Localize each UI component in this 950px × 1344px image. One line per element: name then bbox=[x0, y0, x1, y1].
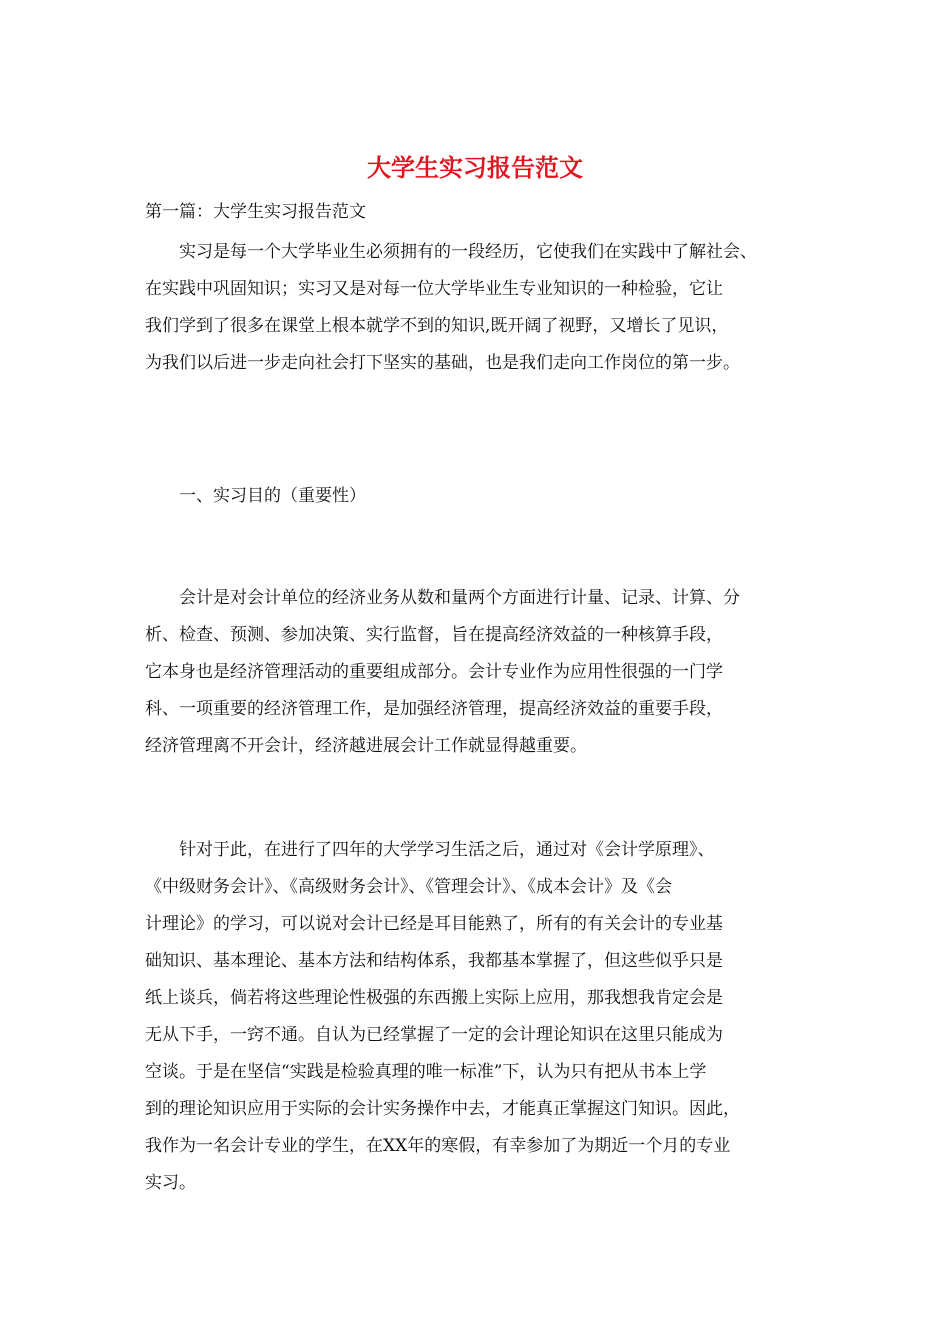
text-line: 空谈。于是在坚信“实践是检验真理的唯一标准”下，认为只有把从书本上学 bbox=[145, 1062, 707, 1082]
text-line: 实习是每一个大学毕业生必须拥有的一段经历，它使我们在实践中了解社会、 bbox=[145, 242, 757, 262]
document-title: 大学生实习报告范文 bbox=[367, 153, 583, 182]
document-subtitle: 第一篇：大学生实习报告范文 bbox=[145, 202, 366, 222]
section-heading-text: 一、实习目的（重要性） bbox=[145, 486, 366, 506]
paragraph-intro bbox=[145, 234, 757, 382]
text-line: 在实践中巩固知识；实习又是对每一位大学毕业生专业知识的一种检验，它让 bbox=[145, 279, 723, 299]
paragraph-purpose bbox=[145, 832, 740, 1202]
text-line: 会计是对会计单位的经济业务从数和量两个方面进行计量、记录、计算、分 bbox=[145, 588, 740, 608]
text-line: 经济管理离不开会计，经济越进展会计工作就显得越重要。 bbox=[145, 736, 587, 756]
text-line: 我们学到了很多在课堂上根本就学不到的知识,既开阔了视野，又增长了见识， bbox=[145, 316, 729, 336]
text-line: 纸上谈兵，倘若将这些理论性极强的东西搬上实际上应用，那我想我肯定会是 bbox=[145, 988, 723, 1008]
text-line: 科、一项重要的经济管理工作，是加强经济管理，提高经济效益的重要手段， bbox=[145, 699, 723, 719]
text-line: 它本身也是经济管理活动的重要组成部分。会计专业作为应用性很强的一门学 bbox=[145, 662, 723, 682]
text-line: 无从下手，一窍不通。自认为已经掌握了一定的会计理论知识在这里只能成为 bbox=[145, 1025, 723, 1045]
text-line: 到的理论知识应用于实际的会计实务操作中去，才能真正掌握这门知识。因此， bbox=[145, 1099, 740, 1119]
text-line: 析、检查、预测、参加决策、实行监督，旨在提高经济效益的一种核算手段， bbox=[145, 625, 723, 645]
text-line: 础知识、基本理论、基本方法和结构体系，我都基本掌握了，但这些似乎只是 bbox=[145, 951, 723, 971]
text-line: 我作为一名会计专业的学生，在XX年的寒假，有幸参加了为期近一个月的专业 bbox=[145, 1136, 731, 1156]
paragraph-accounting bbox=[145, 580, 740, 765]
text-line: 计理论》的学习，可以说对会计已经是耳目能熟了，所有的有关会计的专业基 bbox=[145, 914, 723, 934]
text-line: 《中级财务会计》、《高级财务会计》、《管理会计》、《成本会计》及《会 bbox=[145, 877, 672, 897]
section-heading bbox=[145, 478, 366, 515]
text-line: 为我们以后进一步走向社会打下坚实的基础，也是我们走向工作岗位的第一步。 bbox=[145, 353, 740, 373]
text-line: 实习。 bbox=[145, 1173, 196, 1193]
text-line: 针对于此，在进行了四年的大学学习生活之后，通过对《会计学原理》、 bbox=[145, 840, 715, 860]
